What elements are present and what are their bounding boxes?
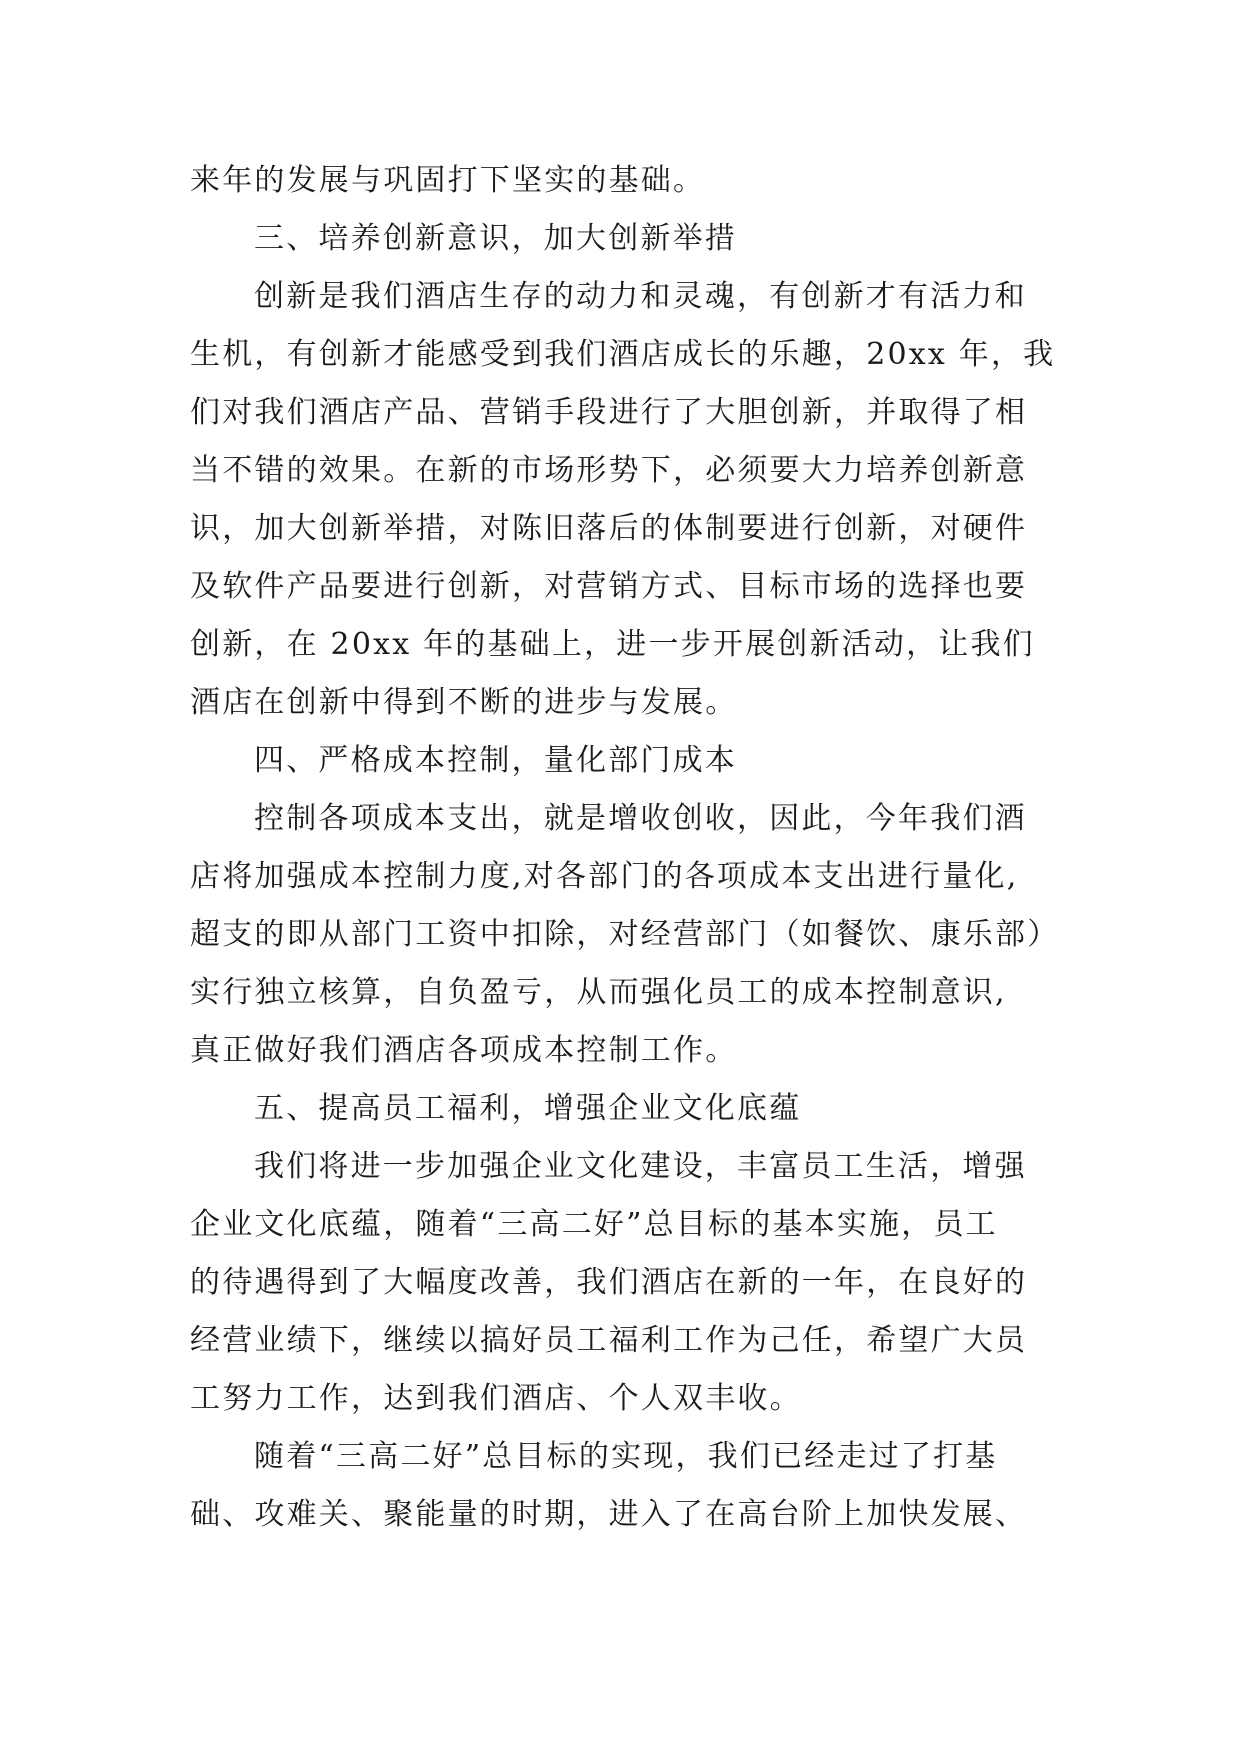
text-line: 随着“三高二好”总目标的实现，我们已经走过了打基 <box>254 1439 998 1474</box>
text-line: 真正做好我们酒店各项成本控制工作。 <box>190 1033 738 1068</box>
text-line: 企业文化底蕴，随着“三高二好”总目标的基本实施，员工 <box>190 1207 998 1242</box>
text-line: 实行独立核算，自负盈亏，从而强化员工的成本控制意识, <box>190 975 1007 1010</box>
text-line: 店将加强成本控制力度,对各部门的各项成本支出进行量化, <box>190 859 1019 894</box>
section-heading: 三、培养创新意识，加大创新举措 <box>254 221 737 256</box>
section-heading: 四、严格成本控制，量化部门成本 <box>254 743 737 778</box>
text-line: 工努力工作，达到我们酒店、个人双丰收。 <box>190 1381 802 1416</box>
text-line: 当不错的效果。在新的市场形势下，必须要大力培养创新意 <box>190 453 1028 488</box>
text-line: 创新，在 20xx 年的基础上，进一步开展创新活动，让我们 <box>190 627 1035 662</box>
text-line: 控制各项成本支出，就是增收创收，因此，今年我们酒 <box>254 801 1027 836</box>
text-line: 的待遇得到了大幅度改善，我们酒店在新的一年，在良好的 <box>190 1265 1028 1300</box>
text-line: 超支的即从部门工资中扣除，对经营部门（如餐饮、康乐部） <box>190 917 1060 952</box>
text-line: 我们将进一步加强企业文化建设，丰富员工生活，增强 <box>254 1149 1027 1184</box>
document-body <box>190 152 1070 1544</box>
text-line: 经营业绩下，继续以搞好员工福利工作为己任，希望广大员 <box>190 1323 1028 1358</box>
text-line: 及软件产品要进行创新，对营销方式、目标市场的选择也要 <box>190 569 1028 604</box>
section-heading: 五、提高员工福利，增强企业文化底蕴 <box>254 1091 802 1126</box>
text-line: 础、攻难关、聚能量的时期，进入了在高台阶上加快发展、 <box>190 1497 1028 1532</box>
text-line: 识，加大创新举措，对陈旧落后的体制要进行创新，对硬件 <box>190 511 1028 546</box>
text-line: 来年的发展与巩固打下坚实的基础。 <box>190 163 706 198</box>
text-line: 们对我们酒店产品、营销手段进行了大胆创新，并取得了相 <box>190 395 1028 430</box>
text-line: 生机，有创新才能感受到我们酒店成长的乐趣，20xx 年，我 <box>190 337 1056 372</box>
text-line: 创新是我们酒店生存的动力和灵魂，有创新才有活力和 <box>254 279 1027 314</box>
text-line: 酒店在创新中得到不断的进步与发展。 <box>190 685 738 720</box>
